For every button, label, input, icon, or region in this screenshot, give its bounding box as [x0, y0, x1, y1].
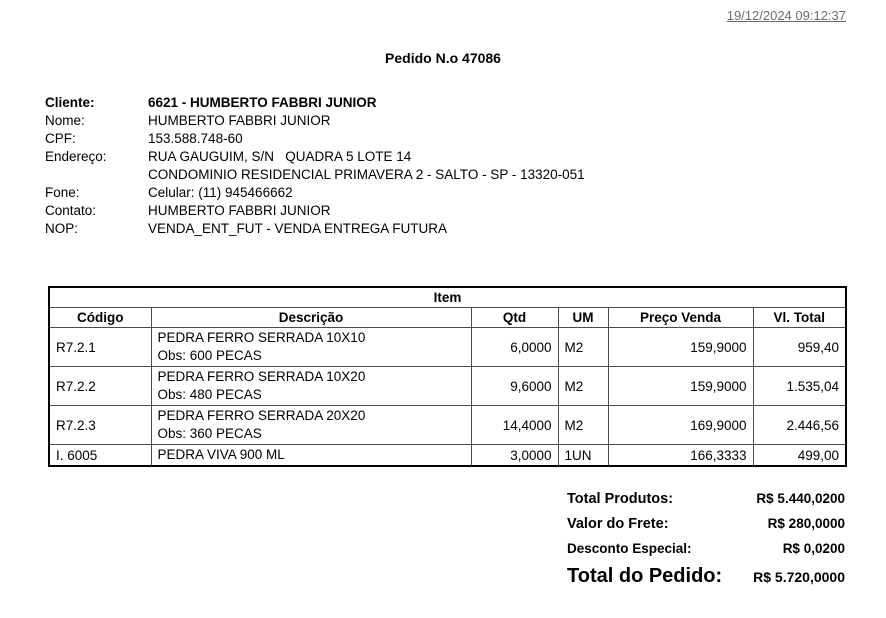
items-table	[48, 286, 847, 467]
item-preco-venda: 159,9000	[608, 367, 753, 406]
client-info-label: Contato:	[45, 203, 97, 218]
total-pedido-label: Total do Pedido:	[567, 565, 723, 587]
total-produtos-row	[567, 491, 845, 507]
table-group-header: Item	[49, 287, 846, 308]
client-info-value: 6621 - HUMBERTO FABBRI JUNIOR	[148, 95, 377, 110]
client-info-row-endereco	[45, 148, 585, 166]
print-timestamp: 19/12/2024 09:12:37	[726, 8, 846, 23]
client-info-label: Endereço:	[45, 149, 107, 164]
item-vl-total: 959,40	[753, 328, 846, 367]
column-header-vl-total: Vl. Total	[753, 308, 846, 328]
client-info-label: Nome:	[45, 113, 85, 128]
item-um: 1UN	[558, 445, 608, 467]
valor-frete-label: Valor do Frete:	[567, 516, 669, 532]
column-header-um: UM	[558, 308, 608, 328]
client-info-row-endereco-2	[45, 166, 585, 184]
client-info-value: Celular: (11) 945466662	[148, 185, 293, 200]
table-row	[49, 445, 846, 467]
item-codigo: R7.2.1	[49, 328, 151, 367]
item-preco-venda: 159,9000	[608, 328, 753, 367]
column-header-preco-venda: Preço Venda	[608, 308, 753, 328]
table-column-header-row	[49, 308, 846, 328]
page-title: Pedido N.o 47086	[385, 50, 501, 66]
item-descricao: PEDRA FERRO SERRADA 20X20	[157, 408, 366, 423]
column-header-qtd: Qtd	[471, 308, 558, 328]
item-codigo: R7.2.3	[49, 406, 151, 445]
item-um: M2	[558, 406, 608, 445]
item-qtd: 6,0000	[471, 328, 558, 367]
totals-section	[567, 491, 845, 588]
table-row	[49, 328, 846, 367]
desconto-especial-value: R$ 0,0200	[782, 541, 845, 556]
client-info-row-nome	[45, 112, 585, 130]
item-descricao: PEDRA FERRO SERRADA 10X10	[157, 330, 366, 345]
item-preco-venda: 166,3333	[608, 445, 753, 467]
client-info-row-contato	[45, 202, 585, 220]
item-descricao-cell	[151, 367, 471, 406]
client-info-label: Fone:	[45, 185, 80, 200]
total-pedido-value: R$ 5.720,0000	[753, 569, 845, 585]
table-row	[49, 367, 846, 406]
column-header-descricao: Descrição	[151, 308, 471, 328]
total-pedido-row	[567, 565, 845, 588]
item-qtd: 14,4000	[471, 406, 558, 445]
item-vl-total: 2.446,56	[753, 406, 846, 445]
client-info-label: NOP:	[45, 221, 79, 236]
item-descricao-cell	[151, 328, 471, 367]
client-info-row-fone	[45, 184, 585, 202]
item-qtd: 9,6000	[471, 367, 558, 406]
desconto-especial-row	[567, 541, 845, 556]
valor-frete-value: R$ 280,0000	[767, 516, 845, 531]
item-vl-total: 499,00	[753, 445, 846, 467]
item-um: M2	[558, 367, 608, 406]
desconto-especial-label: Desconto Especial:	[567, 541, 692, 556]
client-info-row-nop	[45, 220, 585, 238]
item-codigo: R7.2.2	[49, 367, 151, 406]
client-info-label: CPF:	[45, 131, 76, 146]
client-info-value: CONDOMINIO RESIDENCIAL PRIMAVERA 2 - SALTO - SP - 13320-051	[148, 167, 585, 182]
client-info-value: HUMBERTO FABBRI JUNIOR	[148, 203, 331, 218]
client-info-value: RUA GAUGUIM, S/N QUADRA 5 LOTE 14	[148, 149, 412, 164]
column-header-codigo: Código	[49, 308, 151, 328]
client-info-section	[45, 94, 585, 238]
item-obs: Obs: 480 PECAS	[157, 387, 262, 402]
client-info-value: VENDA_ENT_FUT - VENDA ENTREGA FUTURA	[148, 221, 448, 236]
table-row	[49, 406, 846, 445]
total-produtos-value: R$ 5.440,0200	[756, 491, 845, 506]
client-info-label	[45, 166, 148, 184]
item-descricao-cell	[151, 406, 471, 445]
item-descricao: PEDRA FERRO SERRADA 10X20	[157, 369, 366, 384]
item-obs: Obs: 600 PECAS	[157, 348, 262, 363]
client-info-row-cliente	[45, 94, 585, 112]
item-codigo: I. 6005	[49, 445, 151, 467]
item-vl-total: 1.535,04	[753, 367, 846, 406]
client-info-row-cpf	[45, 130, 585, 148]
client-info-value: HUMBERTO FABBRI JUNIOR	[148, 113, 331, 128]
client-info-label: Cliente:	[45, 95, 95, 110]
item-descricao-cell	[151, 445, 471, 467]
total-produtos-label: Total Produtos:	[567, 491, 674, 507]
item-um: M2	[558, 328, 608, 367]
table-group-header-row	[49, 287, 846, 308]
item-qtd: 3,0000	[471, 445, 558, 467]
item-descricao: PEDRA VIVA 900 ML	[157, 447, 285, 462]
client-info-value: 153.588.748-60	[148, 131, 243, 146]
item-obs: Obs: 360 PECAS	[157, 426, 262, 441]
valor-frete-row	[567, 516, 845, 532]
item-preco-venda: 169,9000	[608, 406, 753, 445]
